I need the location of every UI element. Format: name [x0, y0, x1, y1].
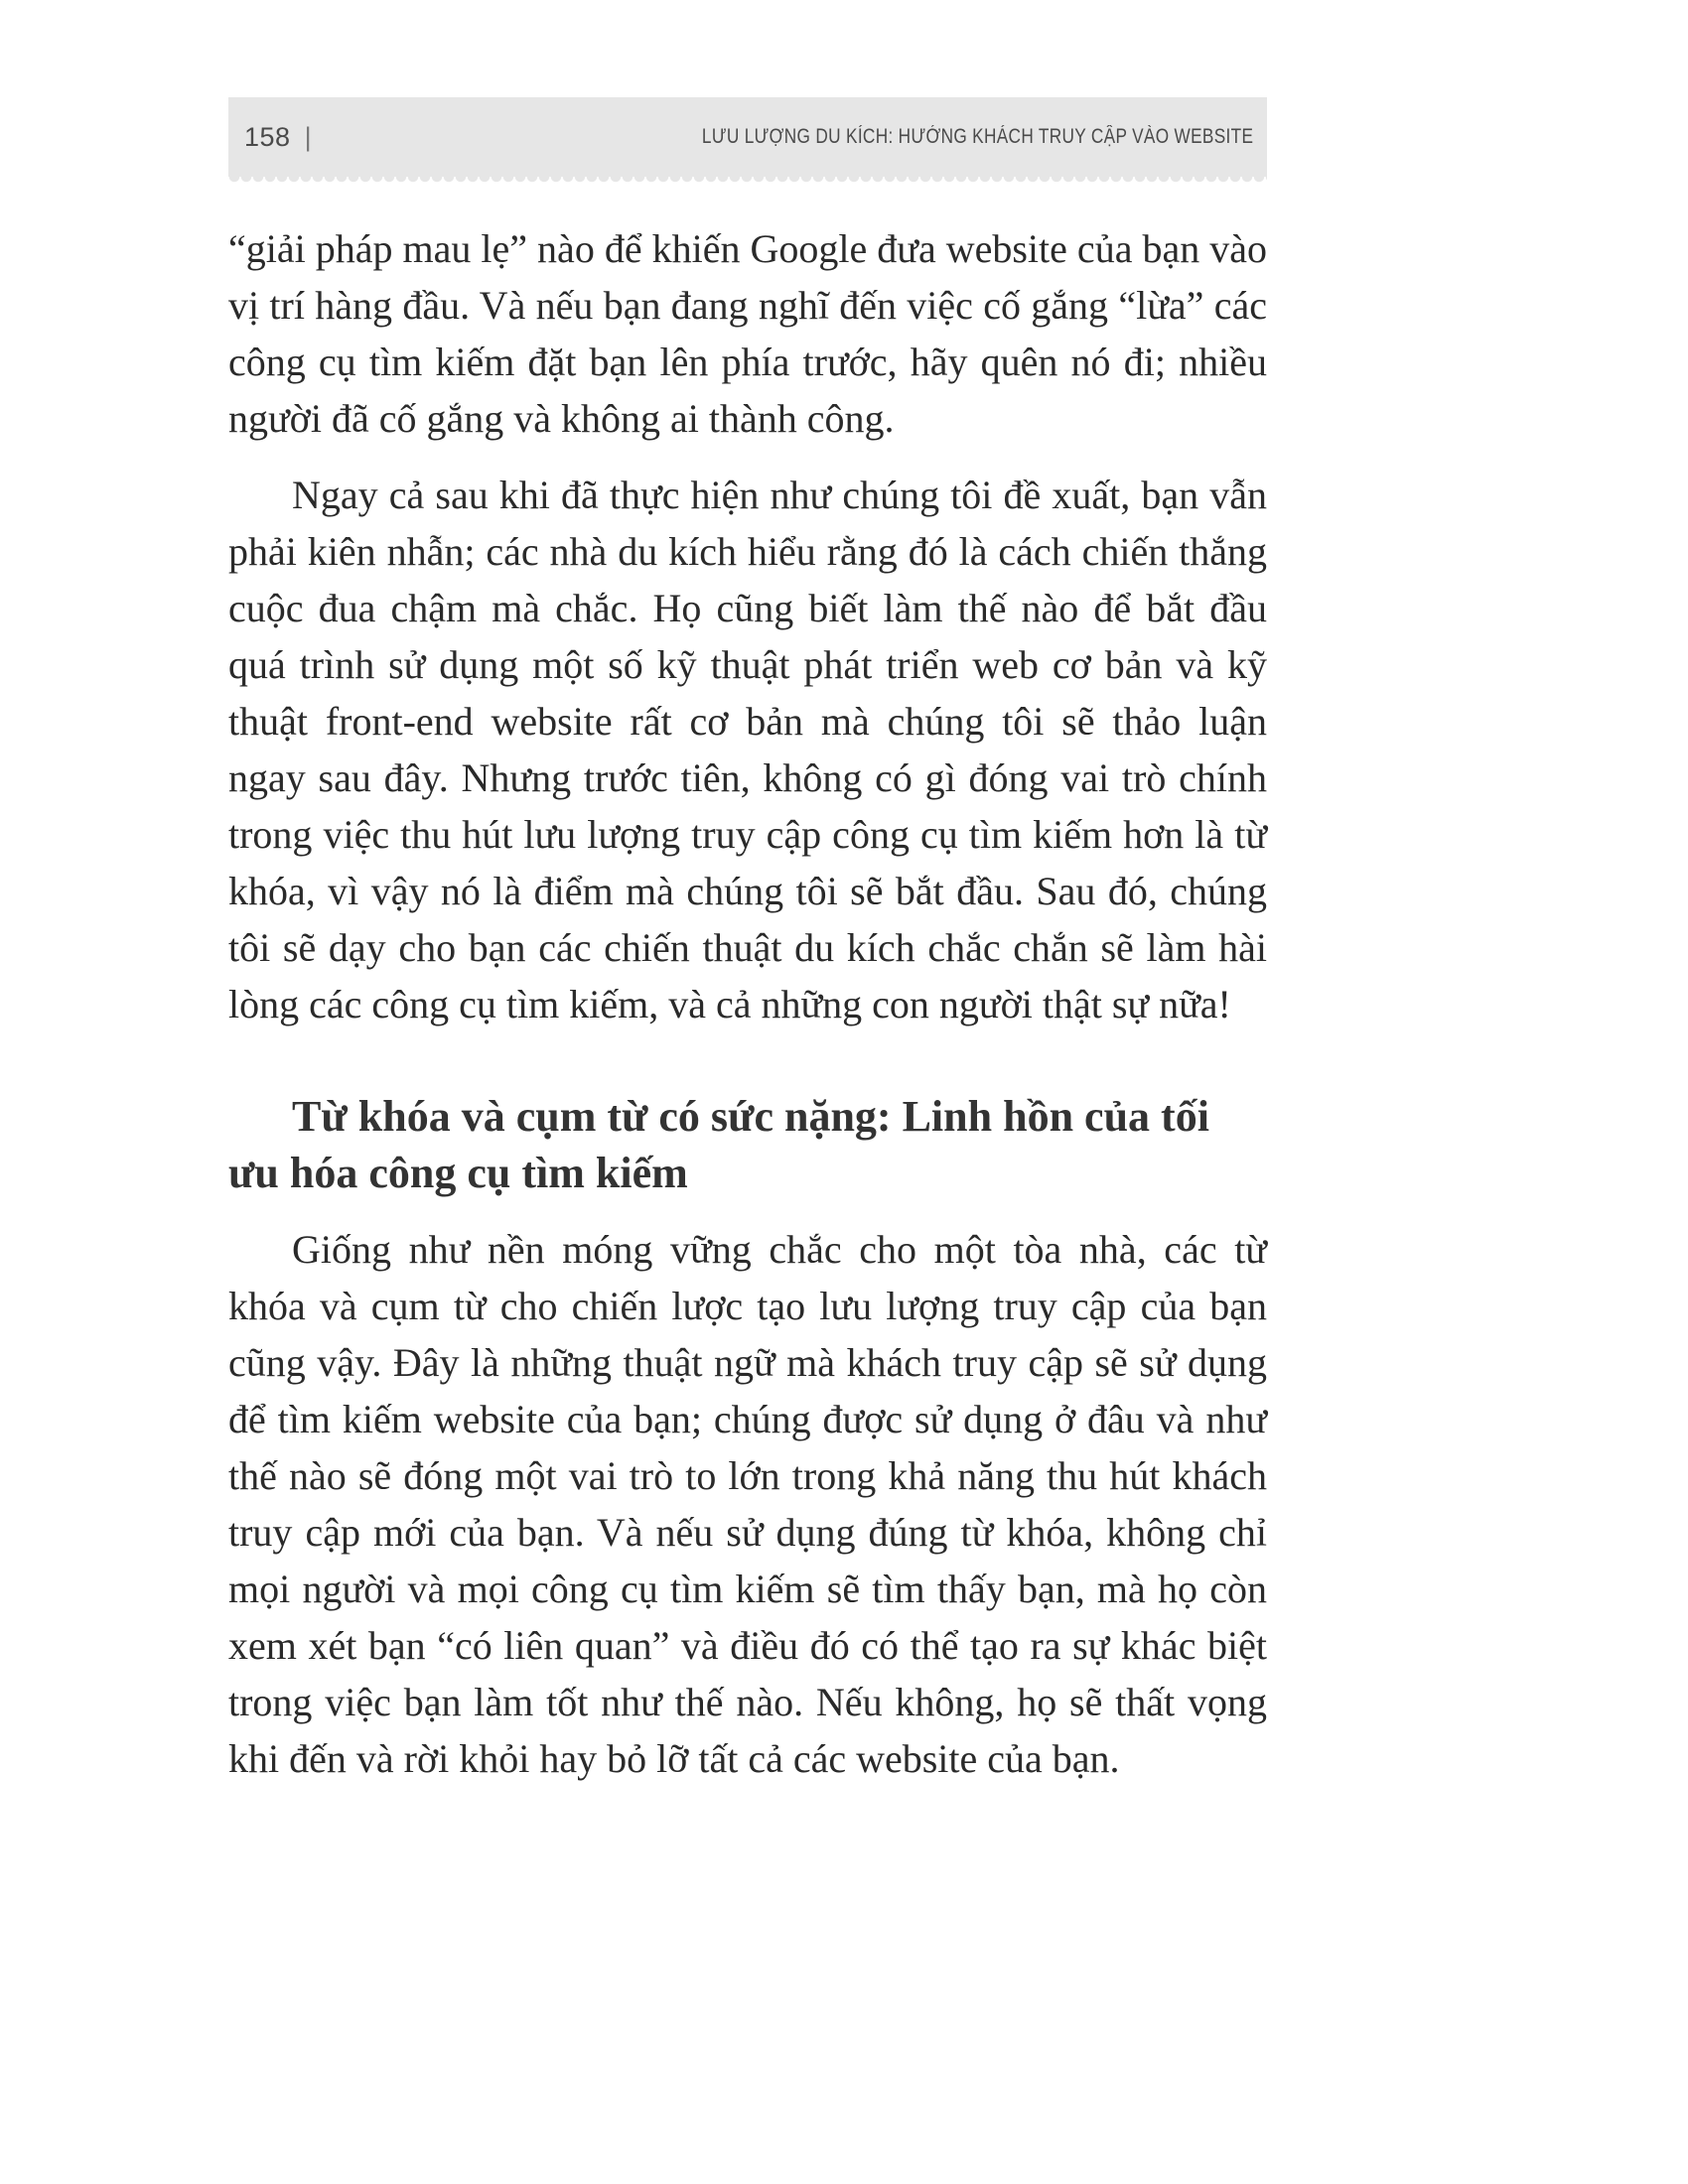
section-heading: Từ khóa và cụm từ có sức nặng: Linh hồn của tối ưu hóa công cụ tìm kiếm: [228, 1092, 1209, 1197]
paragraph: Ngay cả sau khi đã thực hiện như chúng tôi đề xuất, bạn vẫn phải kiên nhẫn; các nhà du kích hiểu rằng đó là cách chiến thắng cuộc đua chậm mà chắc. Họ cũng biết làm thế nào để bắt đầu quá trình sử dụng một số kỹ thuật phát triển web cơ bản và kỹ thuật front-end website rất cơ bản mà chúng tôi sẽ thảo luận ngay sau đây. Nhưng trước tiên, không có gì đóng vai trò chính trong việc thu hút lưu lượng truy cập công cụ tìm kiếm hơn là từ khóa, vì vậy nó là điểm mà chúng tôi sẽ bắt đầu. Sau đó, chúng tôi sẽ dạy cho bạn các chiến thuật du kích chắc chắn sẽ làm hài lòng các công cụ tìm kiếm, và cả những con người thật sự nữa!: [228, 473, 1267, 1026]
header-separator: |: [304, 121, 313, 152]
paragraph: Giống như nền móng vững chắc cho một tòa nhà, các từ khóa và cụm từ cho chiến lược tạo lưu lượng truy cập của bạn cũng vậy. Đây là những thuật ngữ mà khách truy cập sẽ sử dụng để tìm kiếm website của bạn; chúng được sử dụng ở đâu và như thế nào sẽ đóng một vai trò to lớn trong khả năng thu hút khách truy cập mới của bạn. Và nếu sử dụng đúng từ khóa, không chỉ mọi người và mọi công cụ tìm kiếm sẽ tìm thấy bạn, mà họ còn xem xét bạn “có liên quan” và điều đó có thể tạo ra sự khác biệt trong việc bạn làm tốt như thế nào. Nếu không, họ sẽ thất vọng khi đến và rời khỏi hay bỏ lỡ tất cả các website của bạn.: [228, 1227, 1267, 1781]
running-title: LƯU LƯỢNG DU KÍCH: HƯỚNG KHÁCH TRUY CẬP VÀO WEBSITE: [701, 125, 1253, 148]
page-number: 158: [244, 121, 291, 152]
page-number-group: [244, 122, 312, 153]
paragraph-continued: “giải pháp mau lẹ” nào để khiến Google đưa website của bạn vào vị trí hàng đầu. Và nếu bạn đang nghĩ đến việc cố gắng “lừa” các công cụ tìm kiếm đặt bạn lên phía trước, hãy quên nó đi; nhiều người đã cố gắng và không ai thành công.: [228, 226, 1267, 441]
page-body: [228, 220, 1267, 1787]
page-header: [228, 97, 1267, 177]
